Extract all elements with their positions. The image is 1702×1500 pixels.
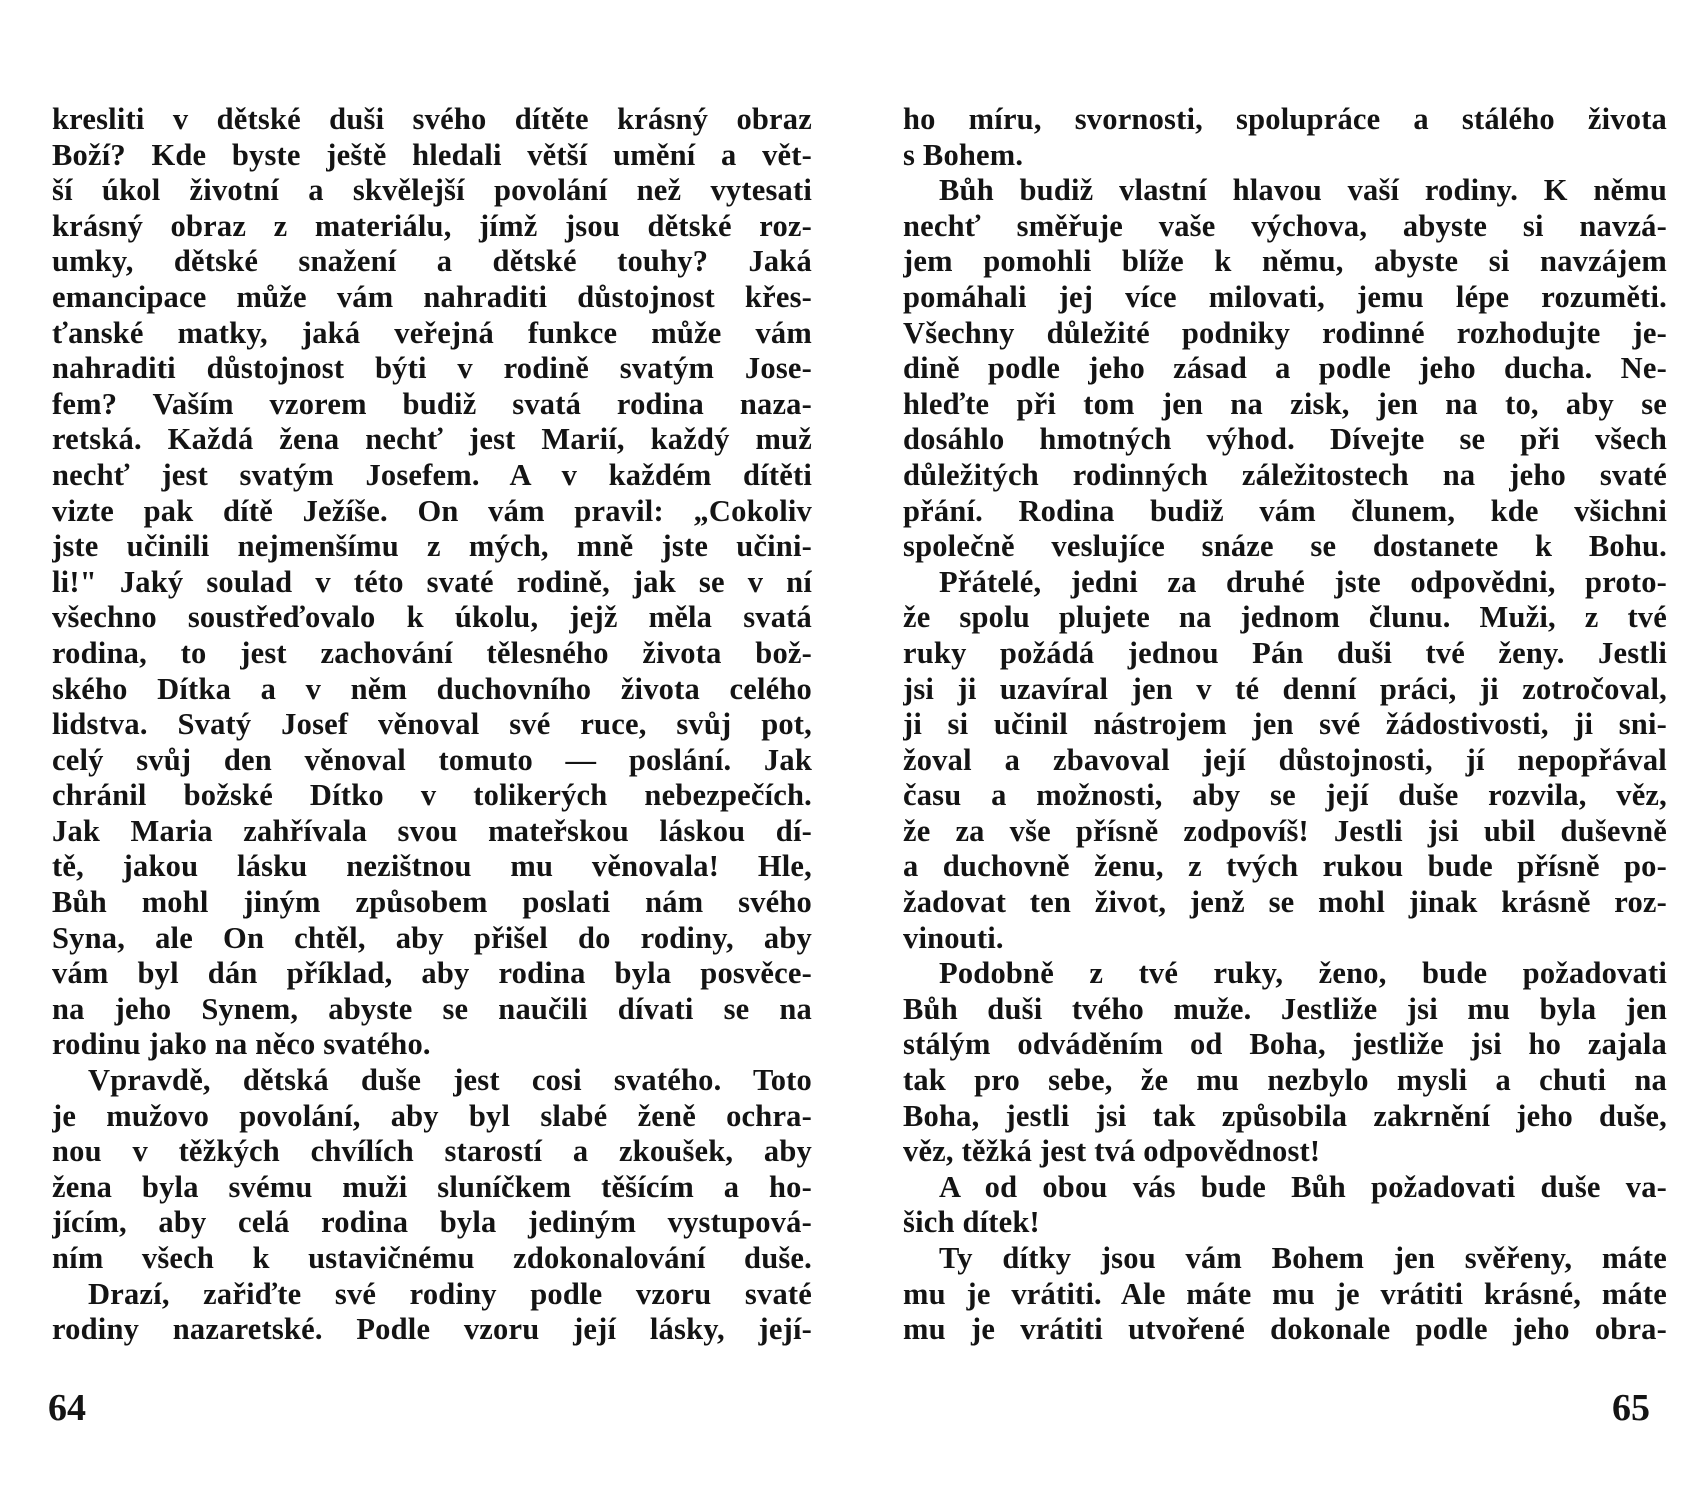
text-line: ského Dítka a v něm duchovního života celého [52, 671, 812, 706]
text-line: Vpravdě, dětská duše jest cosi svatého. Toto [88, 1063, 812, 1098]
text-line: Přátelé, jedni za druhé jste odpovědni, proto- [939, 564, 1667, 599]
page-number-left: 64 [48, 1387, 86, 1429]
text-line: Jak Maria zahřívala svou mateřskou láskou dí- [52, 813, 812, 848]
left-page-text [52, 102, 812, 1348]
text-line: dině podle jeho zásad a podle jeho ducha. Ne- [903, 351, 1667, 386]
text-line: přání. Rodina budiž vám člunem, kde všichni [903, 493, 1667, 528]
text-line: lidstva. Svatý Josef věnoval své ruce, svůj pot, [52, 707, 812, 742]
text-line: A od obou vás bude Bůh požadovati duše va- [939, 1169, 1667, 1204]
text-line: ho míru, svornosti, spolupráce a stálého života [903, 102, 1667, 136]
text-line: všechno soustřeďovalo k úkolu, jejž měla svatá [52, 600, 812, 635]
text-line: ji si učinil nástrojem jen své žádostivosti, ji sni- [903, 707, 1667, 742]
text-line: kresliti v dětské duši svého dítěte krásný obraz [52, 102, 812, 136]
text-line: společně veslujíce snáze se dostanete k Bohu. [903, 529, 1667, 564]
text-line: s Bohem. [903, 137, 1024, 172]
text-line: a duchovně ženu, z tvých rukou bude přísně po- [903, 849, 1667, 884]
text-line: Drazí, zařiďte své rodiny podle vzoru svaté [88, 1276, 812, 1311]
text-line: je mužovo povolání, aby byl slabé ženě ochra- [52, 1098, 812, 1133]
text-line: žadovat ten život, jenž se mohl jinak krásně roz- [903, 885, 1667, 920]
text-line: mu je vrátiti. Ale máte mu je vrátiti krásné, máte [903, 1276, 1667, 1311]
text-line: tak pro sebe, že mu nezbylo mysli a chuti na [903, 1063, 1667, 1098]
text-line: na jeho Synem, abyste se naučili dívati se na [52, 991, 812, 1026]
right-page [851, 0, 1702, 1500]
text-line: li!" Jaký soulad v této svaté rodině, jak se v ní [52, 564, 812, 599]
text-line: Boha, jestli jsi tak způsobila zakrnění jeho duše, [903, 1098, 1667, 1133]
text-line: že za vše přísně zodpovíš! Jestli jsi ubil duševně [903, 813, 1667, 848]
text-line: že spolu plujete na jednom člunu. Muži, z tvé [903, 600, 1667, 635]
text-line: ťanské matky, jaká veřejná funkce může vám [52, 315, 812, 350]
text-line: Bůh mohl jiným způsobem poslati nám svého [52, 885, 812, 920]
text-line: jste učinili nejmenšímu z mých, mně jste učini- [52, 529, 812, 564]
text-line: rodiny nazaretské. Podle vzoru její lásky, její- [52, 1312, 812, 1347]
text-line: vinouti. [903, 920, 1004, 955]
text-line: věz, těžká jest tvá odpovědnost! [903, 1134, 1321, 1169]
text-line: nahraditi důstojnost býti v rodině svatým Jose- [52, 351, 812, 386]
text-line: Boží? Kde byste ještě hledali větší umění a vět- [52, 137, 812, 172]
text-line: jem pomohli blíže k němu, abyste si navzájem [903, 244, 1667, 279]
text-line: žena byla svému muži sluníčkem těšícím a ho- [52, 1169, 812, 1204]
right-page-text [903, 102, 1667, 1348]
text-line: jsi ji uzavíral jen v té denní práci, ji zotročoval, [903, 671, 1667, 706]
text-line: vám byl dán příklad, aby rodina byla posvěce- [52, 956, 812, 991]
text-line: celý svůj den věnoval tomuto — poslání. Jak [52, 742, 812, 777]
text-line: vizte pak dítě Ježíše. On vám pravil: „Cokoliv [52, 493, 812, 528]
text-line: nou v těžkých chvílích starostí a zkoušek, aby [52, 1134, 812, 1169]
text-line: žoval a zbavoval její důstojnosti, jí nepopřával [903, 742, 1667, 777]
text-line: rodinu jako na něco svatého. [52, 1027, 431, 1062]
text-line: ší úkol životní a skvělejší povolání než vytesati [52, 173, 812, 208]
text-line: hleďte při tom jen na zisk, jen na to, aby se [903, 386, 1667, 421]
text-line: ruky požádá jednou Pán duši tvé ženy. Jestli [903, 635, 1667, 670]
text-line: retská. Každá žena nechť jest Marií, každý muž [52, 422, 812, 457]
text-line: ním všech k ustavičnému zdokonalování duše. [52, 1241, 812, 1275]
text-line: emancipace může vám nahraditi důstojnost křes- [52, 279, 812, 314]
text-line: tě, jakou lásku nezištnou mu věnovala! Hle, [52, 849, 812, 884]
text-line: umky, dětské snažení a dětské touhy? Jaká [52, 244, 812, 279]
text-line: krásný obraz z materiálu, jímž jsou dětské roz- [52, 208, 812, 243]
text-line: Ty dítky jsou vám Bohem jen svěřeny, máte [939, 1241, 1667, 1275]
text-line: Bůh budiž vlastní hlavou vaší rodiny. K němu [939, 173, 1667, 208]
text-line: Podobně z tvé ruky, ženo, bude požadovati [939, 956, 1667, 991]
text-line: dosáhlo hmotných výhod. Dívejte se při všech [903, 422, 1667, 457]
text-line: pomáhali jej více milovati, jemu lépe rozuměti. [903, 279, 1667, 314]
text-line: Bůh duši tvého muže. Jestliže jsi mu byla jen [903, 991, 1667, 1026]
text-line: chránil božské Dítko v tolikerých nebezpečích. [52, 778, 812, 813]
text-line: Syna, ale On chtěl, aby přišel do rodiny, aby [52, 920, 812, 955]
text-line: fem? Vaším vzorem budiž svatá rodina naza- [52, 386, 812, 421]
text-line: rodina, to jest zachování tělesného života bož- [52, 635, 812, 670]
text-line: šich dítek! [903, 1205, 1040, 1240]
text-line: mu je vrátiti utvořené dokonale podle jeho obra- [903, 1312, 1667, 1347]
text-line: nechť směřuje vaše výchova, abyste si navzá- [903, 208, 1667, 243]
text-line: jícím, aby celá rodina byla jediným vystupová- [52, 1205, 812, 1240]
text-line: času a možnosti, aby se její duše rozvila, věz, [903, 778, 1667, 813]
text-line: důležitých rodinných záležitostech na jeho svaté [903, 457, 1667, 492]
text-line: Všechny důležité podniky rodinné rozhodujte je- [903, 315, 1667, 350]
text-line: stálým odváděním od Boha, jestliže jsi ho zajala [903, 1027, 1667, 1062]
text-line: nechť jest svatým Josefem. A v každém dítěti [52, 457, 812, 492]
page-number-right: 65 [1612, 1387, 1650, 1429]
